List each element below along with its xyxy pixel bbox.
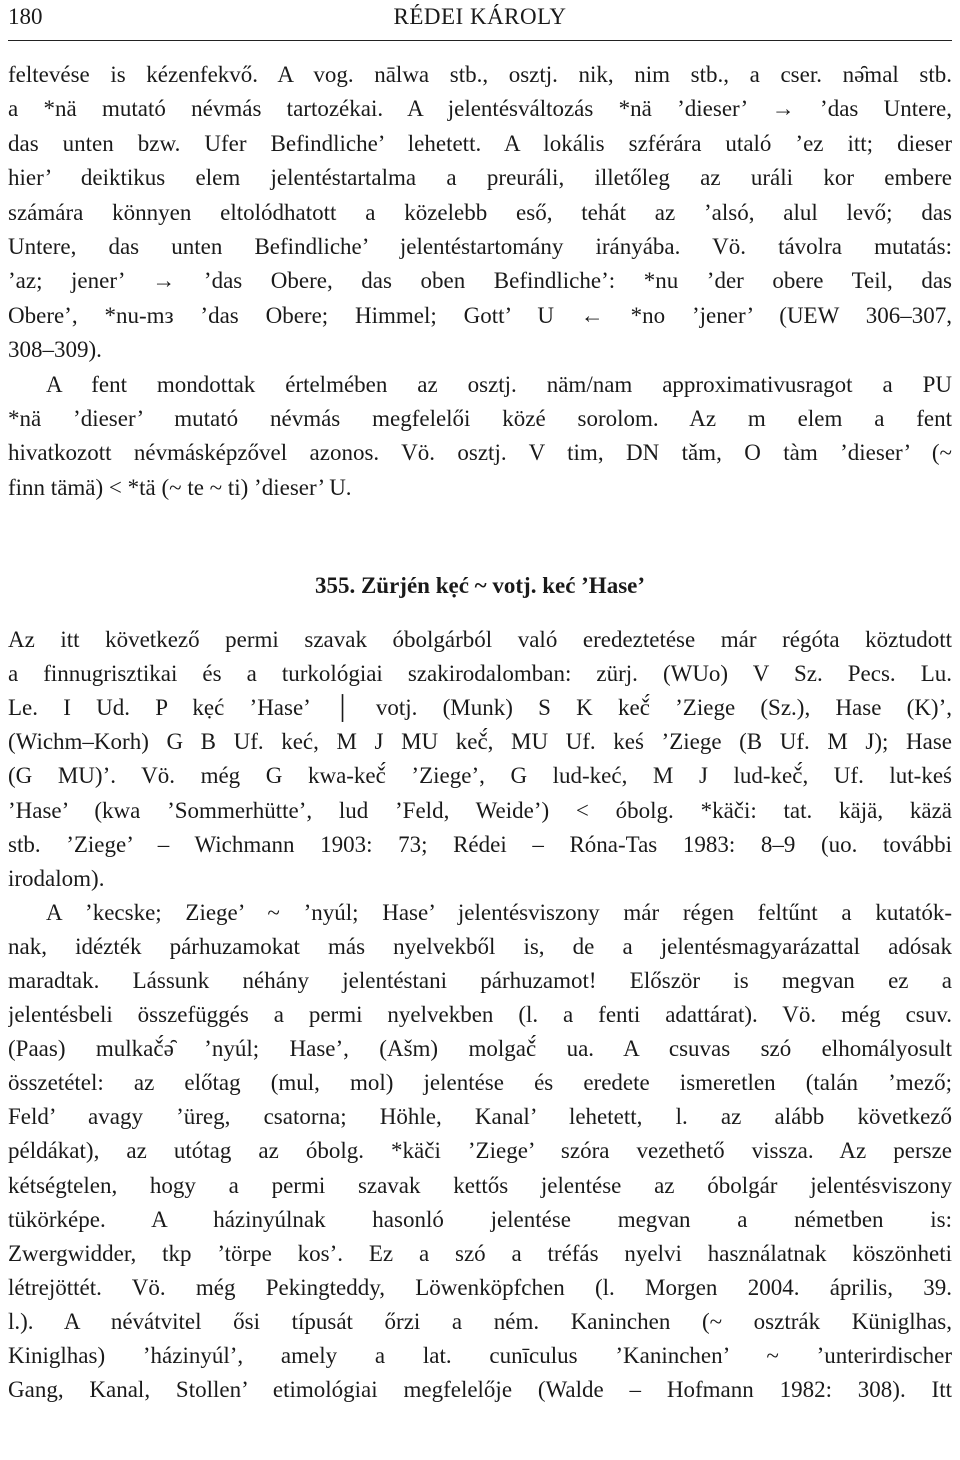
text-line: maradtak. Lássunk néhány jelentéstani párhuzamot! Először is megvan ez a xyxy=(8,968,952,994)
text-line: Az itt következő permi szavak óbolgárból való eredeztetése már régóta köztudott xyxy=(8,627,952,653)
running-title: RÉDEI KÁROLY xyxy=(393,4,567,29)
text-line: számára könnyen eltolódhatott a közelebb eső, tehát az ’alsó, alul levő; das xyxy=(8,199,952,225)
text-line: stb. ’Ziege’ – Wichmann 1903: 73; Rédei – Róna-Tas 1983: 8–9 (uo. további xyxy=(8,831,952,857)
text-line: a finnugrisztikai és a turkológiai szakirodalomban: zürj. (WUo) V Sz. Pecs. Lu. xyxy=(8,661,952,687)
text-line: hivatkozott névmásképzővel azonos. Vö. osztj. V tim, DN tǎm, O tàm ’dieser’ (~ xyxy=(8,440,952,466)
page-body xyxy=(8,58,952,1407)
text-line: Untere, das unten Befindliche’ jelentéstartomány irányába. Vö. távolra mutatás: xyxy=(8,233,952,259)
text-line: tükörképe. A házinyúlnak hasonló jelentése megvan a németben is: xyxy=(8,1206,952,1232)
text-line: feltevése is kézenfekvő. A vog. nālwa stb., osztj. nik, nim stb., a cser. nə̑mal stb. xyxy=(8,62,952,87)
text-line: Le. I Ud. P kẹć ’Hase’ │ votj. (Munk) S K keč́ ’Ziege (Sz.), Hase (K)’, xyxy=(8,695,952,721)
text-line: finn tämä) < *tä (~ te ~ ti) ’dieser’ U. xyxy=(8,474,352,500)
page-number: 180 xyxy=(8,4,43,29)
text-line: (Paas) mulkač́ə̑ ’nyúl; Hase’, (Ašm) molgač́ ua. A csuvas szó elhomályosult xyxy=(8,1036,952,1062)
text-line: ’az; jener’ → ’das Obere, das oben Befindliche’: *nu ’der obere Teil, das xyxy=(8,268,952,294)
text-line: Gang, Kanal, Stollen’ etimológiai megfelelője (Walde – Hofmann 1982: 308). Itt xyxy=(8,1377,952,1403)
section-paragraphs-2 xyxy=(8,623,952,1407)
text-line: *nä ’dieser’ mutató névmás megfelelői közé sorolom. Az m elem a fent xyxy=(8,405,952,431)
text-line: Obere’, *nu-mз ’das Obere; Himmel; Gott’ U ← *no ’jener’ (UEW 306–307, xyxy=(8,302,952,328)
text-line: (Wichm–Korh) G B Uf. keć, M J MU keč́, MU Uf. keś ’Ziege (B Uf. M J); Hase xyxy=(8,729,952,755)
text-line: kétségtelen, hogy a permi szavak kettős jelentése az óbolgár jelentésviszony xyxy=(8,1172,952,1198)
text-line: Kiniglhas) ’házinyúl’, amely a lat. cunīculus ’Kaninchen’ ~ ’unterirdischer xyxy=(8,1343,952,1369)
text-line: Zwergwidder, tkp ’törpe kos’. Ez a szó a tréfás nyelvi használatnak köszönheti xyxy=(8,1240,952,1266)
text-line: l.). A névátvitel ősi típusát őrzi a ném. Kaninchen (~ osztrák Küniglhas, xyxy=(8,1308,952,1334)
text-line: példákat), az utótag az óbolg. *käči ’Ziege’ szóra vezethető vissza. Az persze xyxy=(8,1138,952,1164)
text-line: A ’kecske; Ziege’ ~ ’nyúl; Hase’ jelentésviszony már régen feltűnt a kutatók- xyxy=(46,899,952,925)
section-heading: 355. Zürjén kẹć ~ votj. keć ’Hase’ xyxy=(314,573,646,599)
text-line: irodalom). xyxy=(8,865,105,891)
text-line: nak, idézték párhuzamokat más nyelvekből is, de a jelentésmagyarázattal adósak xyxy=(8,933,952,959)
text-line: a *nä mutató névmás tartozékai. A jelentésváltozás *nä ’dieser’ → ’das Untere, xyxy=(8,96,952,122)
text-line: A fent mondottak értelmében az osztj. näm/nam approximativusragot a PU xyxy=(46,371,952,397)
section-paragraphs-1 xyxy=(8,58,952,505)
text-line: 308–309). xyxy=(8,337,102,363)
text-line: összetétel: az előtag (mul, mol) jelentése és eredete ismeretlen (talán ’mező; xyxy=(8,1070,952,1096)
text-line: jelentésbeli összefüggés a permi nyelvekben (l. a fenti adattárat). Vö. még csuv. xyxy=(8,1002,952,1028)
text-line: das unten bzw. Ufer Befindliche’ lehetett. A lokális szférára utaló ’ez itt; dieser xyxy=(8,130,952,156)
text-line: létrejöttét. Vö. még Pekingteddy, Löwenköpfchen (l. Morgen 2004. április, 39. xyxy=(8,1274,952,1300)
text-line: hier’ deiktikus elem jelentéstartalma a preuráli, illetőleg az uráli kor embere xyxy=(8,165,952,191)
text-line: (G MU)’. Vö. még G kwa-keč́ ’Ziege’, G lud-keć, M J lud-keč́, Uf. lut-keś xyxy=(8,763,952,789)
text-line: ’Hase’ (kwa ’Sommerhütte’, lud ’Feld, Weide’) < óbolg. *käči: tat. käjä, käzä xyxy=(8,797,952,823)
page-header xyxy=(8,0,952,41)
text-line: Feld’ avagy ’üreg, csatorna; Höhle, Kanal’ lehetett, l. az alább következő xyxy=(8,1104,952,1130)
